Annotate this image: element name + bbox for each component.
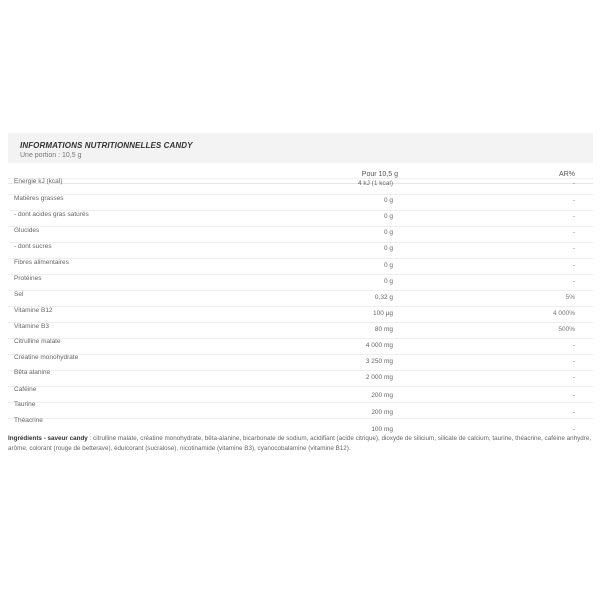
row-divider <box>8 354 593 355</box>
nutrient-label: - dont sucres <box>14 243 52 250</box>
row-divider <box>8 322 593 323</box>
nutrient-portion-value: 0 g <box>383 197 393 204</box>
table-row <box>8 227 593 243</box>
row-divider <box>8 338 593 339</box>
nutrient-ar-value: - <box>572 426 575 433</box>
nutrient-portion-value: 80 mg <box>374 326 393 333</box>
row-divider <box>8 194 593 195</box>
nutrient-ar-value: 500% <box>558 326 575 333</box>
nutrient-label: - dont acides gras saturés <box>14 211 89 218</box>
nutrient-label: Vitamine B3 <box>14 323 49 330</box>
nutrient-portion-value: 200 mg <box>371 409 393 416</box>
nutrient-label: Bêta alanine <box>14 369 51 376</box>
nutrient-ar-value: - <box>572 262 575 269</box>
table-row <box>8 371 593 387</box>
row-divider <box>8 258 593 259</box>
nutrient-label: Fibres alimentaires <box>14 259 69 266</box>
column-header-ar: AR% <box>559 171 575 178</box>
nutrient-label: Taurine <box>14 401 36 408</box>
table-row <box>8 291 593 307</box>
row-divider <box>8 386 593 387</box>
table-row <box>8 403 593 419</box>
table-row <box>8 275 593 291</box>
nutrient-portion-value: 3 250 mg <box>365 358 393 365</box>
ingredients-list: : citrulline malate, créatine monohydrate, bêta-alanine, bicarbonate de sodium, acidifiant (acide citrique), dioxyde de silicium, silicate de calcium, taurine, théacrine, caféine anhydre, arôme, colorant (rouge de betterave), édulcorant (sucralose), nicotinamide (vitamine B3), cyanocobalamine (vitamine B12). <box>8 435 592 452</box>
nutrient-portion-value: 200 mg <box>371 392 393 399</box>
nutrient-label: Vitamine B12 <box>14 307 53 314</box>
table-row <box>8 355 593 371</box>
table-row <box>8 339 593 355</box>
nutrient-ar-value: - <box>572 358 575 365</box>
nutrient-portion-value: 0 g <box>383 229 393 236</box>
nutrient-ar-value: - <box>572 229 575 236</box>
row-divider <box>8 274 593 275</box>
row-divider <box>8 370 593 371</box>
row-divider <box>8 226 593 227</box>
panel-title: INFORMATIONS NUTRITIONNELLES CANDY <box>20 141 193 150</box>
nutrient-portion-value: 0 g <box>383 213 393 220</box>
table-row <box>8 307 593 323</box>
nutrient-portion-value: 0 g <box>383 245 393 252</box>
table-row <box>8 323 593 339</box>
row-divider <box>8 306 593 307</box>
ingredients-text <box>8 434 593 454</box>
nutrient-portion-value: 100 mg <box>371 426 393 433</box>
nutrient-ar-value: - <box>572 342 575 349</box>
column-header-portion: Pour 10,5 g <box>361 171 398 178</box>
nutrient-portion-value: 4 kJ (1 kcal) <box>357 180 393 187</box>
ingredients-label: Ingrédients - saveur candy <box>8 435 88 442</box>
panel-header <box>8 133 593 163</box>
table-row <box>8 387 593 403</box>
table-row <box>8 179 593 195</box>
nutrient-label: Glucides <box>14 227 40 234</box>
nutrient-ar-value: - <box>572 392 575 399</box>
nutrient-portion-value: 100 µg <box>372 310 393 317</box>
nutrient-ar-value: - <box>572 278 575 285</box>
table-row <box>8 211 593 227</box>
table-row <box>8 195 593 211</box>
table-row <box>8 419 593 435</box>
nutrient-ar-value: - <box>572 180 575 187</box>
row-divider <box>8 178 593 179</box>
row-divider <box>8 242 593 243</box>
table-row <box>8 243 593 259</box>
nutrient-label: Matières grasses <box>14 195 64 202</box>
nutrient-label: Citrulline malate <box>14 338 61 345</box>
row-divider <box>8 418 593 419</box>
nutrition-panel <box>8 133 593 453</box>
table-row <box>8 259 593 275</box>
nutrient-ar-value: - <box>572 409 575 416</box>
row-divider <box>8 402 593 403</box>
nutrient-ar-value: 5% <box>565 294 575 301</box>
nutrient-portion-value: 4 000 mg <box>365 342 393 349</box>
row-divider <box>8 210 593 211</box>
nutrient-label: Protéines <box>14 275 42 282</box>
nutrient-ar-value: 4 000% <box>552 310 575 317</box>
nutrient-label: Caféine <box>14 386 37 393</box>
nutrient-label: Théacrine <box>14 417 43 424</box>
nutrient-portion-value: 0,32 g <box>374 294 393 301</box>
nutrient-ar-value: - <box>572 213 575 220</box>
row-divider <box>8 290 593 291</box>
nutrient-label: Créatine monohydrate <box>14 354 79 361</box>
nutrient-ar-value: - <box>572 245 575 252</box>
nutrient-portion-value: 0 g <box>383 278 393 285</box>
nutrient-ar-value: - <box>572 374 575 381</box>
nutrient-label: Sel <box>14 291 24 298</box>
nutrient-portion-value: 2 000 mg <box>365 374 393 381</box>
nutrient-ar-value: - <box>572 197 575 204</box>
serving-size: Une portion : 10,5 g <box>20 152 82 159</box>
nutrient-label: Energie kJ (kcal) <box>14 178 63 185</box>
nutrient-portion-value: 0 g <box>383 262 393 269</box>
